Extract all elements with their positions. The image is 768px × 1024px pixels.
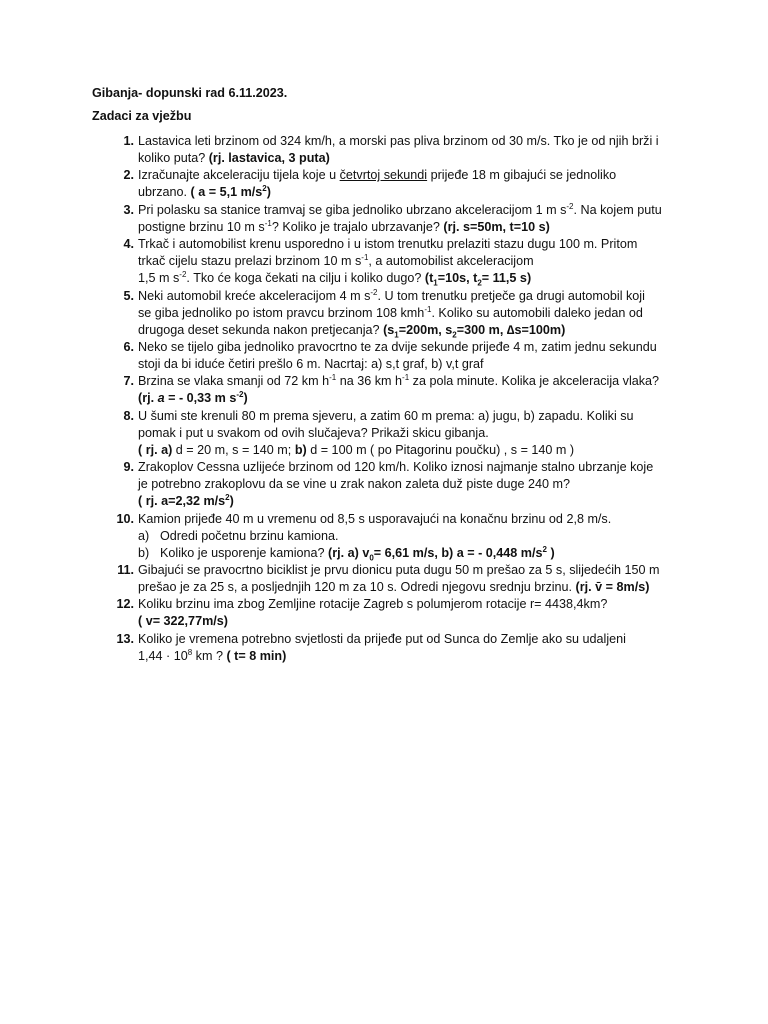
task-number: 7. bbox=[123, 374, 134, 389]
task-number: 9. bbox=[123, 460, 134, 475]
task-text: je potrebno zrakoplovu da se vine u zrak nakon zaleta duž piste duge 240 m? bbox=[138, 477, 570, 492]
task-text: Kamion prijeđe 40 m u vremenu od 8,5 s usporavajući na konačnu brzinu od 2,8 m/s. bbox=[138, 511, 612, 526]
task-item: 13. Koliko je vremena potrebno svjetlosti da prijeđe put od Sunca do Zemlje ako su udaljeni $1,44 \cdot 10^8$ km ? ( t= 8 min) bbox=[92, 631, 692, 665]
task-text: Brzina se vlaka smanji od 72 km h bbox=[138, 374, 330, 389]
task-answer: ($s_1=200m$, $s_2=300$ m, ∆s=100m) bbox=[383, 322, 566, 340]
task-answer: ($t_1=10s$, $t_2= 11,5$ s) bbox=[424, 271, 532, 288]
task-number: 6. bbox=[123, 339, 134, 354]
task-text: 1,5 m s bbox=[138, 271, 180, 286]
task-text: pomak i put u svakom od ovih slučajeva? Prikaži skicu gibanja. bbox=[138, 425, 489, 440]
task-item: 4. Trkač i automobilist krenu usporedno i u istom trenutku prelaziti stazu dugu 100 m. Pritom trkač cijelu stazu prelazi brzinom 10 m $s^{-1}$, a automobilist akceleracijom 1,5 m $s^{-2}$. Tko će koga čekati na cilju i koliko dugo? ($t_1=10s$, $t_2= 11,5$ s) bbox=[92, 236, 692, 287]
task-text: Gibajući se pravocrtno biciklist je prvu dionicu puta dugu 50 m prešao za 5 s, slijedećih 150 m bbox=[138, 562, 660, 577]
task-text: prešao je za 25 s, a posljednjih 120 m za 10 s. Odredi njegovu srednju brzinu. bbox=[138, 579, 576, 594]
task-text: postigne brzinu 10 m s bbox=[138, 219, 265, 234]
task-text: Koliko je vremena potrebno svjetlosti da prijeđe put od Sunca do Zemlje ako su udaljeni bbox=[138, 631, 626, 646]
task-text: trkač cijelu stazu prelazi brzinom 10 m s bbox=[138, 254, 362, 269]
task-item bbox=[92, 596, 692, 630]
task-number: 5. bbox=[123, 288, 134, 303]
task-item bbox=[92, 408, 692, 459]
task-item bbox=[92, 167, 692, 201]
task-number: 13. bbox=[116, 631, 134, 646]
task-answer: ( rj. a) d = 20 m, s = 140 m; b) d = 100 m ( po Pitagorinu poučku) , s = 140 m ) bbox=[138, 442, 575, 457]
task-text: Koliku brzinu ima zbog Zemljine rotacije Zagreb s polumjerom rotacije r= 4438,4km? bbox=[138, 597, 608, 612]
task-text: Neki automobil kreće akceleracijom 4 m s bbox=[138, 288, 371, 303]
task-item bbox=[92, 133, 692, 167]
task-text: drugoga deset sekunda nakon pretjecanja? bbox=[138, 322, 384, 337]
task-text: stoji da bi iduće četiri prešlo 6 m. Nacrtaj: a) s,t graf, b) v,t graf bbox=[138, 356, 484, 371]
section-heading: Zadaci za vježbu bbox=[92, 109, 192, 123]
task-item bbox=[92, 562, 692, 596]
task-answer: (rj. a = - 0,33 m $s^{-2}$) bbox=[138, 390, 248, 406]
task-number: 4. bbox=[123, 237, 134, 252]
task-answer: (rj. v̄ = 8m/s) bbox=[575, 579, 650, 594]
task-number: 3. bbox=[123, 202, 134, 217]
task-text: Neko se tijelo giba jednoliko pravocrtno te za dvije sekunde prijeđe 4 m, zatim jednu sekundu bbox=[138, 339, 657, 354]
task-item bbox=[92, 511, 692, 562]
task-answer: ( v= 322,77m/s) bbox=[138, 614, 228, 629]
task-number: 2. bbox=[123, 168, 134, 183]
task-text: Lastavica leti brzinom od 324 km/h, a morski pas pliva brzinom od 30 m/s. Tko je od njih brži i bbox=[138, 134, 659, 148]
task-text: prijeđe 18 m gibajući se jednoliko bbox=[427, 168, 617, 183]
subtask-a: a) Odredi početnu brzinu kamiona. bbox=[138, 528, 339, 543]
task-number: 1. bbox=[123, 134, 134, 148]
task-answer: (rj. a) $v_0= 6,61$ m/s, b) a = - 0,448 $m/s^2$ ) bbox=[328, 544, 555, 563]
task-item: 3. Pri polasku sa stanice tramvaj se giba jednoliko ubrzano akceleracijom 1 m $s^{-2}$. Na kojem putu postigne brzinu 10 m $s^{-1}$? Koliko je trajalo ubrzavanje? (rj. s=50m, t=10 s) bbox=[92, 202, 692, 236]
task-text: U šumi ste krenuli 80 m prema sjeveru, a zatim 60 m prema: a) jugu, b) zapadu. Koliki su bbox=[138, 408, 634, 423]
task-text: Zrakoplov Cessna uzlijeće brzinom od 120 km/h. Koliko iznosi najmanje stalno ubrzanje koje bbox=[138, 460, 654, 475]
task-item: 7. Brzina se vlaka smanji od 72 km $h^{-1}$ na 36 km $h^{-1}$ za pola minute. Kolika je akceleracija vlaka? (rj. a = - 0,33 m $s^{-2}$) bbox=[92, 373, 692, 407]
task-text: koliko puta? bbox=[138, 151, 209, 165]
task-number: 12. bbox=[116, 597, 134, 612]
task-text: Trkač i automobilist krenu usporedno i u istom trenutku prelaziti stazu dugu 100 m. Pritom bbox=[138, 237, 638, 252]
document-title: Gibanja- dopunski rad 6.11.2023. bbox=[92, 86, 288, 100]
task-text: se giba jednoliko po istom pravcu brzinom 108 kmh bbox=[138, 305, 425, 320]
task-text: 1,44 · 10 bbox=[138, 648, 188, 663]
task-answer: ( rj. a=2,32 $m/s^2$) bbox=[138, 492, 234, 509]
task-item: 5. Neki automobil kreće akceleracijom 4 m $s^{-2}$. U tom trenutku pretječe ga drugi automobil koji se giba jednoliko po istom pravcu brzinom 108 kmh$^{-1}$. Koliko su automobili daleko jedan od drugoga deset sekunda nakon pretjecanja? ($s_1=200m$, $s_2=300$ m, ∆s=100m) bbox=[92, 288, 692, 339]
task-item bbox=[92, 459, 692, 510]
task-text: ubrzano. bbox=[138, 185, 191, 200]
task-answer: (rj. s=50m, t=10 s) bbox=[443, 219, 550, 234]
task-answer: (rj. lastavica, 3 puta) bbox=[208, 151, 330, 165]
task-answer: ( t= 8 min) bbox=[226, 648, 287, 663]
task-text: Izračunajte akceleraciju tijela koje u bbox=[138, 168, 340, 183]
subtask-b: b) Koliko je usporenje kamiona? (rj. a) $v_0= 6,61$ m/s, b) a = - 0,448 $m/s^2$ ) bbox=[138, 544, 555, 563]
task-answer: ( a = 5,1 $m/s^2$) bbox=[190, 184, 271, 200]
task-number: 10. bbox=[116, 511, 134, 526]
task-list bbox=[92, 133, 692, 665]
task-number: 11. bbox=[117, 562, 134, 577]
task-item bbox=[92, 339, 692, 373]
task-text-underlined: četvrtoj sekundi bbox=[339, 168, 428, 183]
task-number: 8. bbox=[123, 408, 134, 423]
task-text: Pri polasku sa stanice tramvaj se giba jednoliko ubrzano akceleracijom 1 m s bbox=[138, 202, 567, 217]
